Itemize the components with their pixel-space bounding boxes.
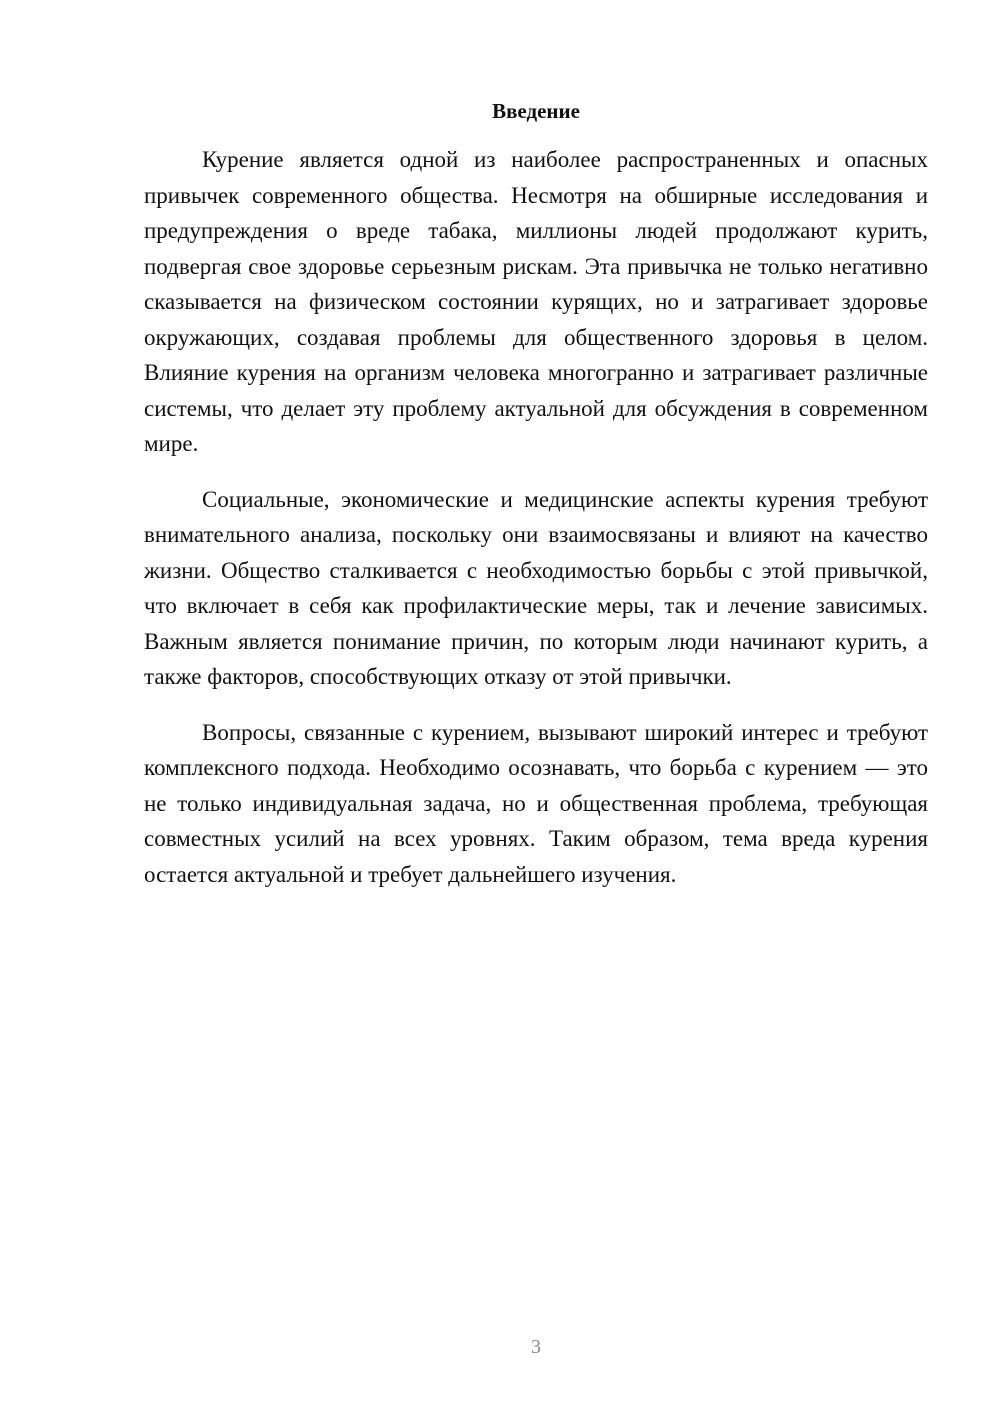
page-number: 3: [531, 1336, 541, 1358]
body-text: [144, 142, 928, 912]
section-title: Введение: [492, 99, 580, 123]
paragraph-2: Социальные, экономические и медицинские аспекты курения требуют внимательного анализа, поскольку они взаимосвязаны и влияют на качество жизни. Общество сталкивается с необходимостью борьбы с этой привычкой, что включает в себя как профилактические меры, так и лечение зависимых. Важным является понимание причин, по которым люди начинают курить, а также факторов, способствующих отказу от этой привычки.: [144, 486, 928, 689]
paragraph-3: Вопросы, связанные с курением, вызывают широкий интерес и требуют комплексного подхода. Необходимо осознавать, что борьба с курением — это не только индивидуальная задача, но и общественная проблема, требующая совместных усилий на всех уровнях. Таким образом, тема вреда курения остается актуальной и требует дальнейшего изучения.: [144, 719, 928, 887]
paragraph-1: Курение является одной из наиболее распространенных и опасных привычек современного общества. Несмотря на обширные исследования и предупреждения о вреде табака, миллионы людей продолжают курить, подвергая свое здоровье серьезным рискам. Эта привычка не только негативно сказывается на физическом состоянии курящих, но и затрагивает здоровье окружающих, создавая проблемы для общественного здоровья в целом. Влияние курения на организм человека многогранно и затрагивает различные системы, что делает эту проблему актуальной для обсуждения в современном мире.: [144, 147, 928, 456]
